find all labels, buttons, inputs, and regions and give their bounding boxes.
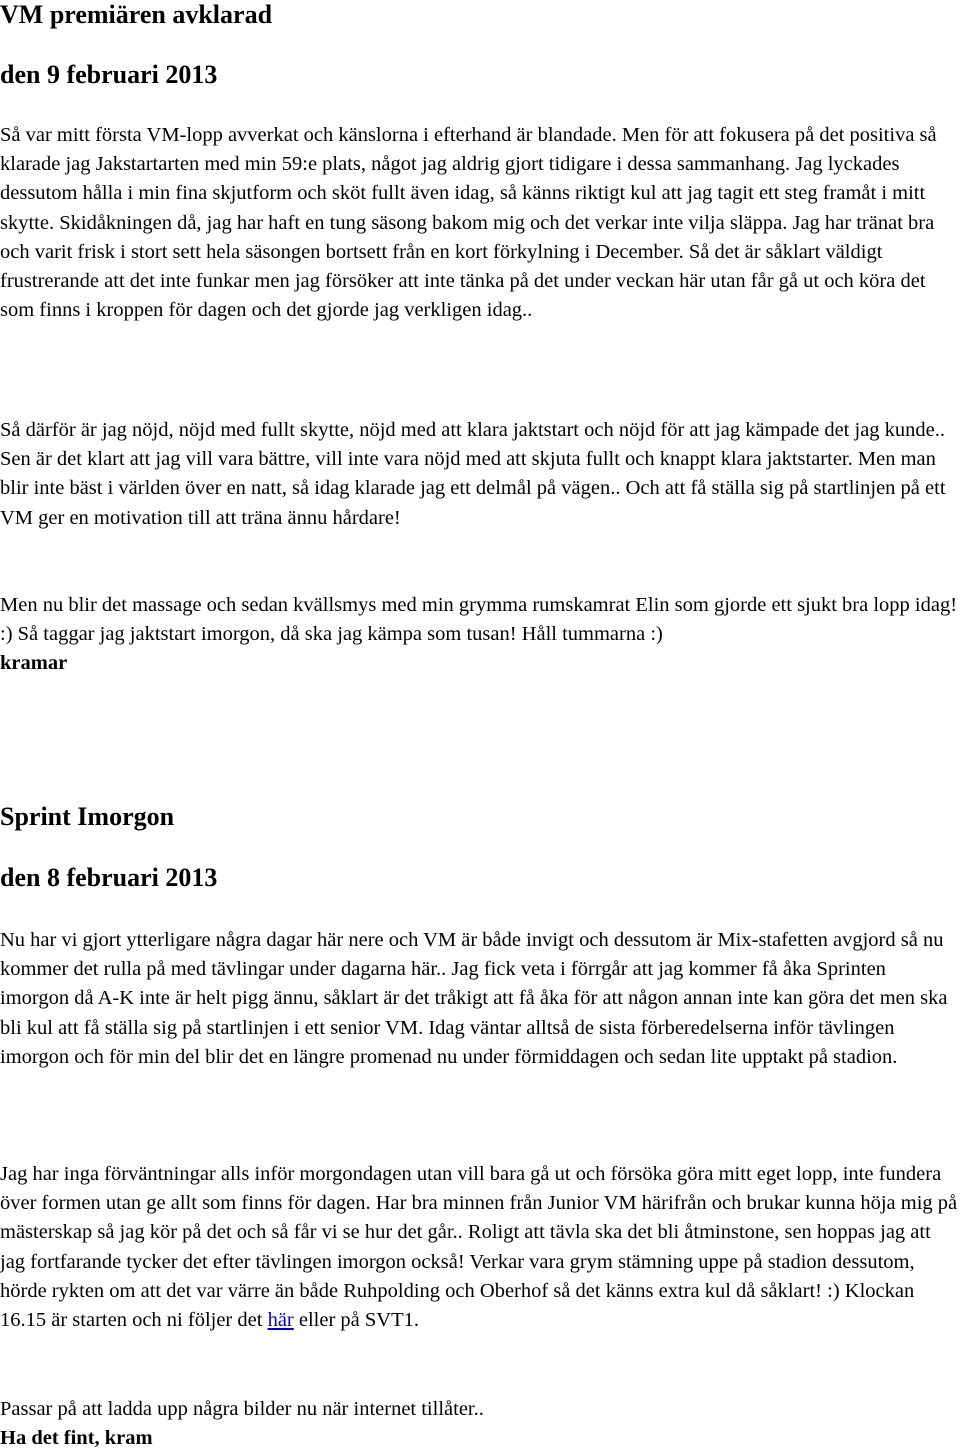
post-title: Sprint Imorgon (0, 802, 175, 831)
post-paragraph-text: Men nu blir det massage och sedan kvällsmys med min grymma rumskamrat Elin som gjorde ett sjukt bra lopp idag! :) Så taggar jag jaktstart imorgon, då ska jag kämpa som tusan! Håll tummarna :) (0, 594, 958, 646)
post-paragraph: Så därför är jag nöjd, nöjd med fullt skytte, nöjd med att klara jaktstart och nöjd för att jag kämpade det jag kunde.. Sen är det klart att jag vill vara bättre, vill inte vara nöjd med att skjuta fullt och knappt klara jaktstarter. Men man blir inte bäst i världen över en natt, så idag klarade jag ett delmål på vägen.. Och att få ställa sig på startlinjen på ett VM ger en motivation till att träna ännu hårdare! (0, 419, 946, 529)
svt-stream-link[interactable]: här (267, 1309, 294, 1332)
post-paragraph: Så var mitt första VM-lopp avverkat och känslorna i efterhand är blandade. Men för att fokusera på det positiva så klarade jag Jakstartarten med min 59:e plats, något jag aldrig gjort tidigare i dessa sammanhang. Jag lyckades dessutom hålla i min fina skjutform och sköt fullt även idag, så känns riktigt kul att jag tagit ett steg framåt i mitt skytte. Skidåkningen då, jag har haft en tung säsong bakom mig och det verkar inte vilja släppa. Jag har tränat bra och varit frisk i stort sett hela säsongen bortsett från en kort förkylning i December. Så det är såklart väldigt frustrerande att det inte funkar men jag försöker att inte tänka på det under veckan här utan får gå ut och köra det som finns i kroppen för dagen och det gjorde jag verkligen idag.. (0, 124, 937, 322)
post-signoff: kramar (0, 652, 68, 675)
post-title: VM premiären avklarad (0, 0, 273, 29)
post-date: den 9 februari 2013 (0, 60, 218, 89)
post-paragraph-text: Passar på att ladda upp några bilder nu när internet tillåter.. (0, 1398, 484, 1420)
post-paragraph: Nu har vi gjort ytterligare några dagar här nere och VM är både invigt och dessutom är Mix-stafetten avgjord så nu kommer det rulla på med tävlingar under dagarna här.. Jag fick veta i förrgår att jag kommer få åka Sprinten imorgon då A-K inte är helt pigg ännu, såklart är det tråkigt att få åka för att någon annan inte kan göra det men ska bli kul att få ställa sig på startlinjen i ett senior VM. Idag väntar alltså de sista förberedelserna inför tävlingen imorgon och för min del blir det en längre promenad nu under förmiddagen och sedan lite upptakt på stadion. (0, 929, 948, 1068)
post-signoff: Ha det fint, kram (0, 1427, 153, 1450)
post-date: den 8 februari 2013 (0, 863, 218, 892)
post-paragraph (0, 1160, 958, 1335)
post-paragraph-text: eller på SVT1. (293, 1309, 419, 1332)
post-paragraph (0, 1395, 484, 1453)
post-paragraph-text: Jag har inga förväntningar alls inför morgondagen utan vill bara gå ut och försöka göra mitt eget lopp, inte fundera över formen utan ge allt som finns för dagen. Har bra minnen från Junior VM härifrån och brukar kunna höja mig på mästerskap så jag kör på det och så får vi se hur det går.. Roligt att tävla ska det bli åtminstone, sen hoppas jag att jag fortfarande tycker det efter tävlingen imorgon också! Verkar vara grym stämning uppe på stadion dessutom, hörde rykten om att det var värre än både Ruhpolding och Oberhof så det känns extra kul då såklart! :) Klockan 16.15 är starten och ni följer det (0, 1163, 958, 1332)
post-paragraph (0, 591, 958, 679)
